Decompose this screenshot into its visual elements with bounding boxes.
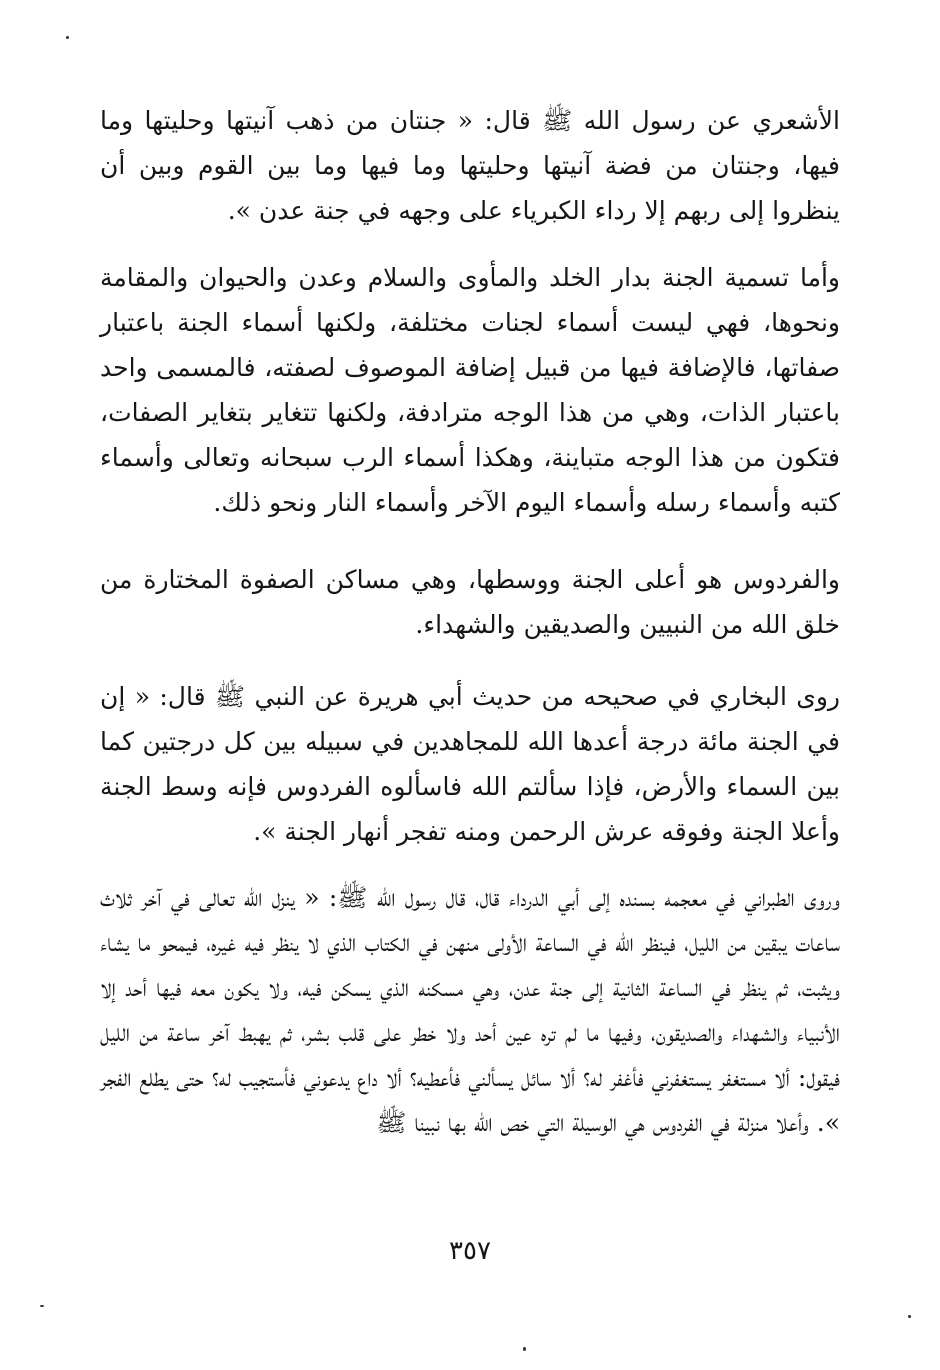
paragraph-5-text: وروى الطبراني في معجمه بسنده إلى أبي الدرداء قال، قال رسول الله ﷺ: « ينزل الله تعالى في آخر ثلاث ساعات يبقين من الليل، فينظر الله في الساعة الأولى منهن في الكتاب الذي لا ينظر فيه غيره، فيمحو ما يشاء ويثبت، ثم ينظر في الساعة الثانية إلى جنة عدن، وهي مسكنه الذي يسكن فيه، ولا يكون معه فيها أحد إلا الأنبياء والشهداء والصديقون، وفيها ما لم تره عين أحد ولا خطر على قلب بشر، ثم يهبط آخر ساعة من الليل فيقول: ألا مستغفر يستغفرني فأغفر له؟ ألا سائل يسألني فأعطيه؟ ألا داع يدعوني فأستجيب له؟ حتى يطلع الفجر ». وأعلا منزلة في الفردوس هي الوسيلة التي خص الله بها نبينا ﷺ [100, 883, 840, 1137]
paragraph-4 [100, 674, 840, 854]
paragraph-2 [100, 255, 840, 525]
scan-speck [40, 1305, 44, 1307]
page-number: ٣٥٧ [449, 1236, 491, 1266]
paragraph-3-text: والفردوس هو أعلى الجنة ووسطها، وهي مساكن الصفوة المختارة من خلق الله من النبيين والصديقين والشهداء. [100, 565, 840, 639]
paragraph-1-text: الأشعري عن رسول الله ﷺ قال: « جنتان من ذهب آنيتها وحليتها وما فيها، وجنتان من فضة آنيتها وحليتها وما فيها وما بين القوم وبين أن ينظروا إلى ربهم إلا رداء الكبرياء على وجهه في جنة عدن ». [100, 106, 840, 225]
scan-speck [908, 1315, 911, 1318]
scan-speck [66, 36, 69, 39]
paragraph-3 [100, 557, 840, 647]
paragraph-4-text: روى البخاري في صحيحه من حديث أبي هريرة عن النبي ﷺ قال: « إن في الجنة مائة درجة أعدها الله للمجاهدين في سبيله بين كل درجتين كما بين السماء والأرض، فإذا سألتم الله فاسألوه الفردوس فإنه وسط الجنة وأعلا الجنة وفوقه عرش الرحمن ومنه تفجر أنهار الجنة ». [100, 682, 840, 846]
scan-speck [523, 1347, 526, 1351]
paragraph-5 [100, 875, 840, 1145]
paragraph-1 [100, 98, 840, 233]
paragraph-2-text: وأما تسمية الجنة بدار الخلد والمأوى والسلام وعدن والحيوان والمقامة ونحوها، فهي ليست أسماء لجنات مختلفة، ولكنها أسماء الجنة باعتبار صفاتها، فالإضافة فيها من قبيل إضافة الموصوف لصفته، فالمسمى واحد باعتبار الذات، وهي من هذا الوجه مترادفة، ولكنها تتغاير بتغاير الصفات، فتكون من هذا الوجه متباينة، وهكذا أسماء الرب سبحانه وتعالى وأسماء كتبه وأسماء رسله وأسماء اليوم الآخر وأسماء النار ونحو ذلك. [100, 263, 840, 517]
